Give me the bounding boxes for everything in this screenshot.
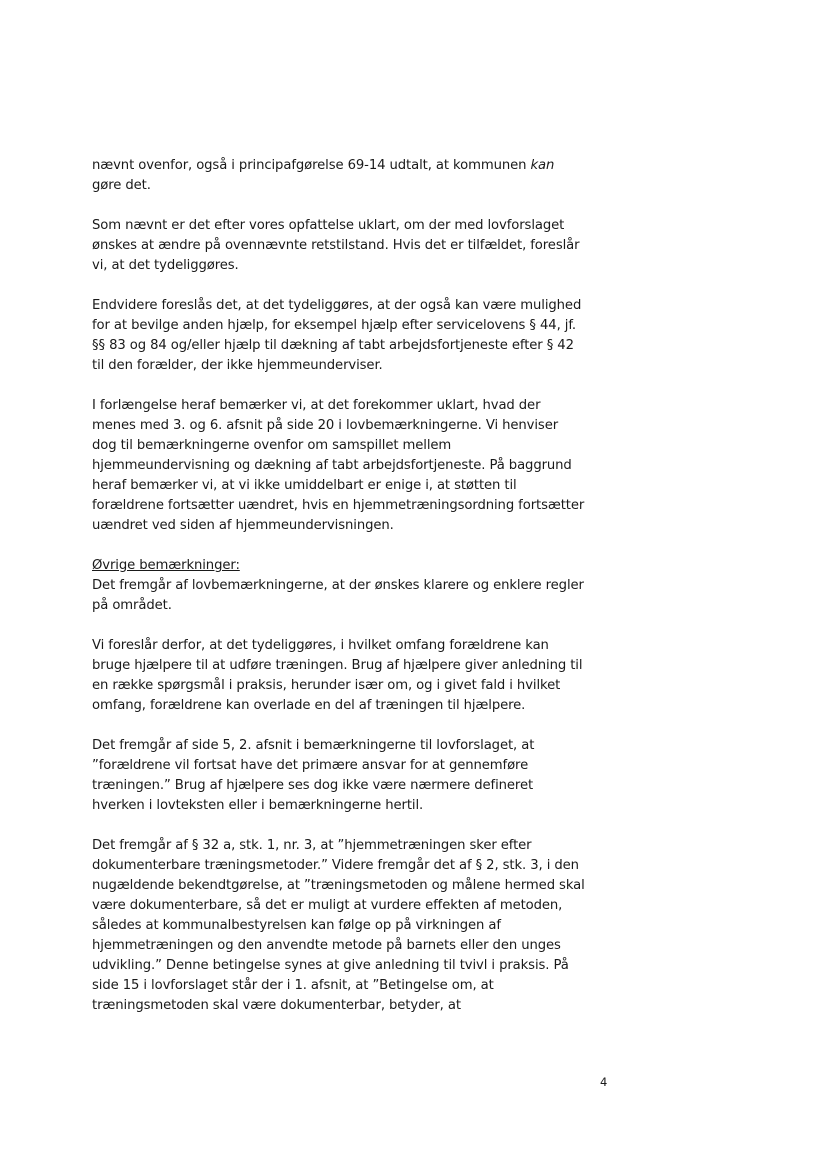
text-line: hjemmetræningen og den anvendte metode på barnets eller den unges <box>92 938 561 953</box>
text-line: Endvidere foreslås det, at det tydeliggøres, at der også kan være mulighed <box>92 298 582 313</box>
text-line: heraf bemærker vi, at vi ikke umiddelbart er enige i, at støtten til <box>92 478 517 493</box>
paragraph-4 <box>92 396 622 536</box>
text-line: §§ 83 og 84 og/eller hjælp til dækning af tabt arbejdsfortjeneste efter § 42 <box>92 338 574 353</box>
paragraph-3 <box>92 296 622 376</box>
text-line: gøre det. <box>92 178 151 193</box>
text-line: dokumenterbare træningsmetoder.” Videre fremgår det af § 2, stk. 3, i den <box>92 858 579 873</box>
text-line: hjemmeundervisning og dækning af tabt arbejdsfortjeneste. På baggrund <box>92 458 572 473</box>
page-number: 4 <box>600 1075 608 1089</box>
text-line: dog til bemærkningerne ovenfor om samspillet mellem <box>92 438 452 453</box>
text-line: på området. <box>92 598 172 613</box>
text-line: Det fremgår af lovbemærkningerne, at der ønskes klarere og enklere regler <box>92 578 584 593</box>
text-line: Vi foreslår derfor, at det tydeliggøres, i hvilket omfang forældrene kan <box>92 638 549 653</box>
emphasis-text: kan <box>530 158 555 173</box>
text-line: I forlængelse heraf bemærker vi, at det forekommer uklart, hvad der <box>92 398 541 413</box>
paragraph-5 <box>92 636 622 716</box>
text-line: således at kommunalbestyrelsen kan følge op på virkningen af <box>92 918 501 933</box>
text-line: nævnt ovenfor, også i principafgørelse 69-14 udtalt, at kommunen <box>92 158 531 173</box>
document-body <box>92 156 622 1036</box>
text-line: udvikling.” Denne betingelse synes at give anledning til tvivl i praksis. På <box>92 958 569 973</box>
text-line: Det fremgår af § 32 a, stk. 1, nr. 3, at ”hjemmetræningen sker efter <box>92 838 532 853</box>
text-line: omfang, forældrene kan overlade en del af træningen til hjælpere. <box>92 698 526 713</box>
section-heading: Øvrige bemærkninger: <box>92 558 240 573</box>
section-other-remarks <box>92 556 622 616</box>
text-line: bruge hjælpere til at udføre træningen. Brug af hjælpere giver anledning til <box>92 658 583 673</box>
text-line: en række spørgsmål i praksis, herunder især om, og i givet fald i hvilket <box>92 678 561 693</box>
text-line: for at bevilge anden hjælp, for eksempel hjælp efter servicelovens § 44, jf. <box>92 318 576 333</box>
paragraph-7 <box>92 836 622 1016</box>
text-line: nugældende bekendtgørelse, at ”træningsmetoden og målene hermed skal <box>92 878 585 893</box>
text-line: træningen.” Brug af hjælpere ses dog ikke være nærmere defineret <box>92 778 534 793</box>
text-line: vi, at det tydeliggøres. <box>92 258 239 273</box>
paragraph-2 <box>92 216 622 276</box>
text-line: være dokumenterbare, så det er muligt at vurdere effekten af metoden, <box>92 898 563 913</box>
text-line: Som nævnt er det efter vores opfattelse uklart, om der med lovforslaget <box>92 218 565 233</box>
text-line: Det fremgår af side 5, 2. afsnit i bemærkningerne til lovforslaget, at <box>92 738 535 753</box>
text-line: ”forældrene vil fortsat have det primære ansvar for at gennemføre <box>92 758 529 773</box>
text-line: ønskes at ændre på ovennævnte retstilstand. Hvis det er tilfældet, foreslår <box>92 238 580 253</box>
text-line: forældrene fortsætter uændret, hvis en hjemmetræningsordning fortsætter <box>92 498 585 513</box>
text-line: menes med 3. og 6. afsnit på side 20 i lovbemærkningerne. Vi henviser <box>92 418 559 433</box>
text-line: uændret ved siden af hjemmeundervisningen. <box>92 518 394 533</box>
paragraph-1 <box>92 156 622 196</box>
text-line: til den forælder, der ikke hjemmeunderviser. <box>92 358 383 373</box>
text-line: side 15 i lovforslaget står der i 1. afsnit, at ”Betingelse om, at <box>92 978 494 993</box>
paragraph-6 <box>92 736 622 816</box>
text-line: træningsmetoden skal være dokumenterbar, betyder, at <box>92 998 461 1013</box>
text-line: hverken i lovteksten eller i bemærkningerne hertil. <box>92 798 424 813</box>
